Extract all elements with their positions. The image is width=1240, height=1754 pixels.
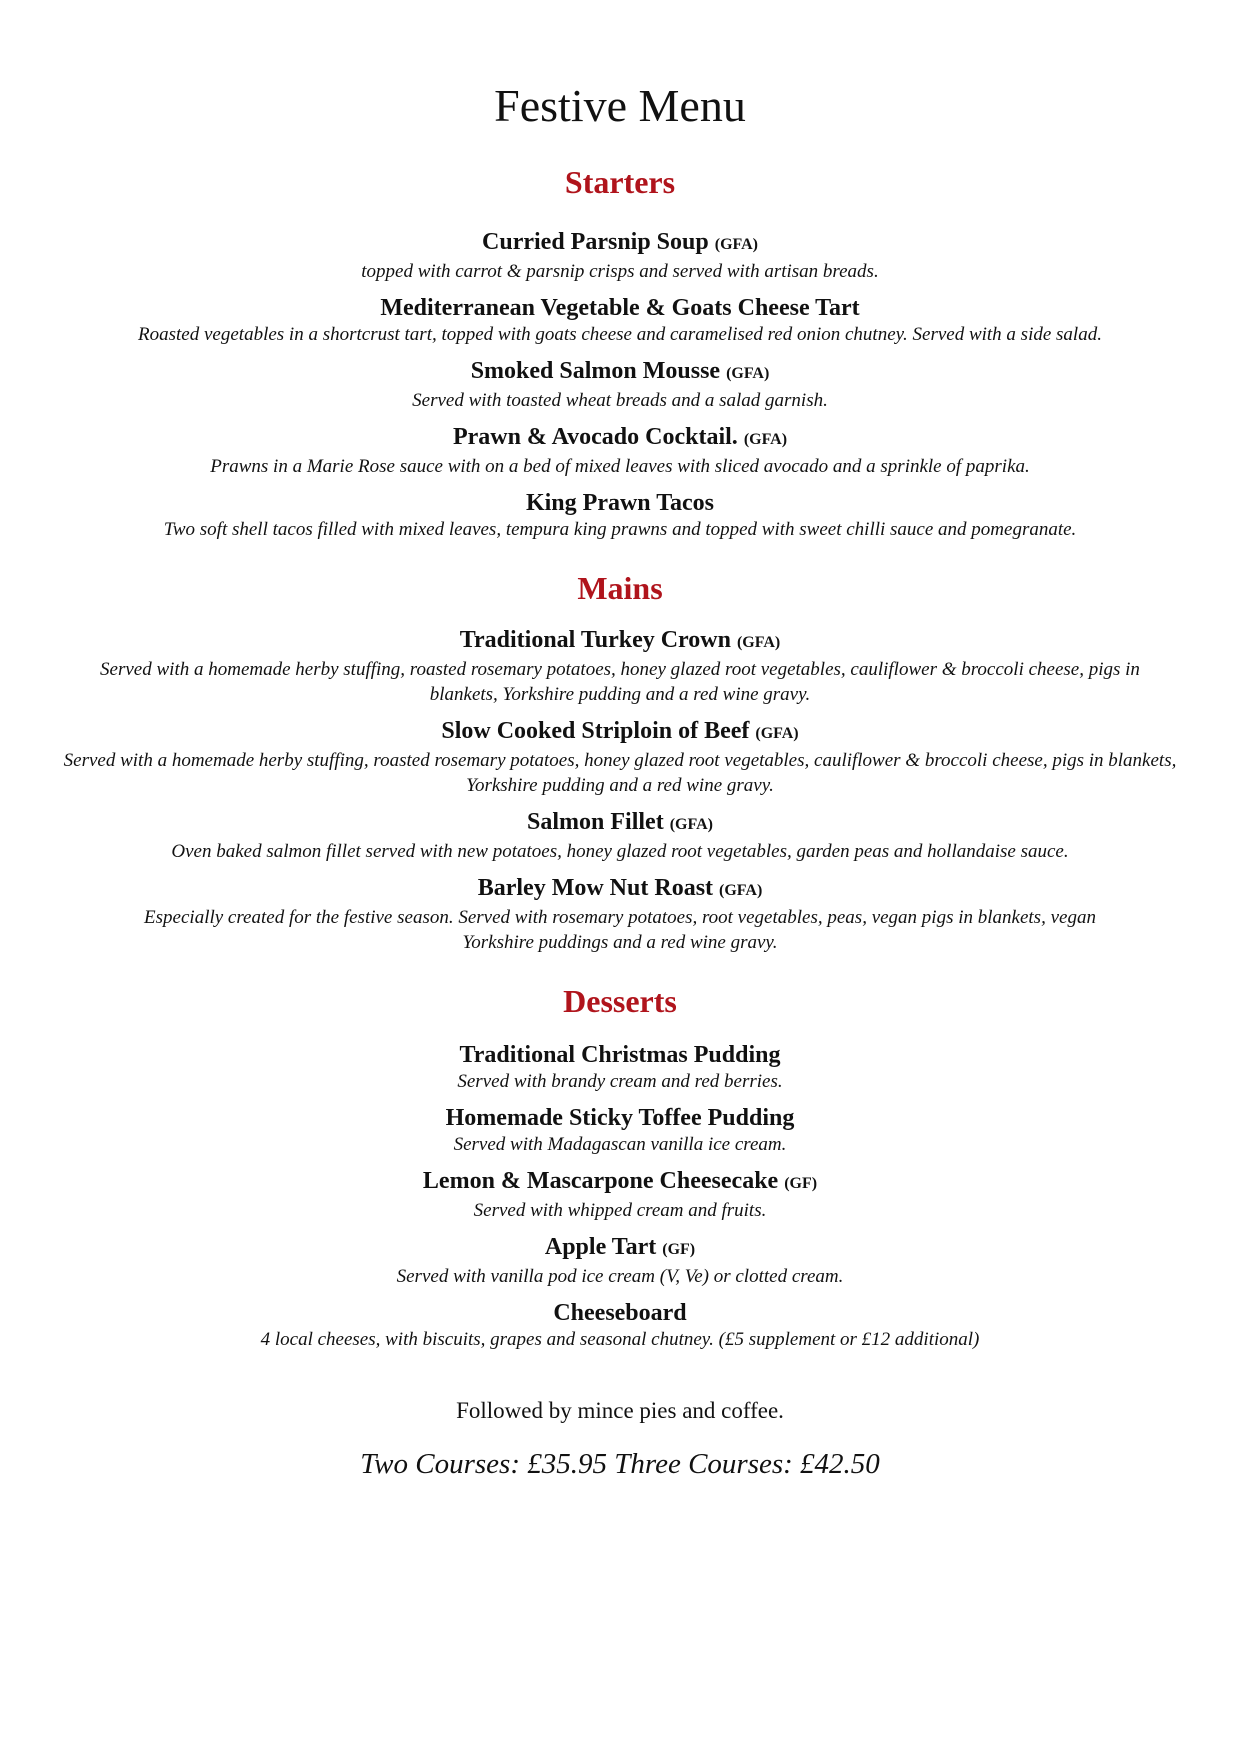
dietary-tag: (GF): [784, 1175, 818, 1192]
dish-description: 4 local cheeses, with biscuits, grapes and seasonal chutney. (£5 supplement or £12 additional): [260, 1329, 980, 1350]
dish-item: [50, 808, 1190, 864]
dish-description: Served with a homemade herby stuffing, roasted rosemary potatoes, honey glazed root vegetables, cauliflower & broccoli cheese, pigs in blankets, Yorkshire pudding and a red wine gravy.: [100, 659, 1140, 705]
dietary-tag: (GFA): [726, 365, 770, 382]
dietary-tag: (GF): [662, 1241, 696, 1258]
dish-name-wrap: [50, 626, 1190, 657]
dish-name: Salmon Fillet: [527, 809, 664, 835]
dish-description: Served with Madagascan vanilla ice cream.: [453, 1134, 787, 1155]
dish-name-wrap: [50, 874, 1190, 905]
dish-name-wrap: [50, 294, 1190, 322]
dish-item: [50, 1233, 1190, 1289]
section-heading-mains: Mains: [577, 570, 663, 606]
dish-name: Smoked Salmon Mousse: [470, 358, 721, 384]
dish-description: Oven baked salmon fillet served with new potatoes, honey glazed root vegetables, garden peas and hollandaise sauce.: [171, 841, 1069, 862]
dish-name: Traditional Christmas Pudding: [459, 1042, 781, 1068]
dish-name-wrap: [50, 1041, 1190, 1069]
dish-item: [50, 626, 1190, 707]
dish-name: Barley Mow Nut Roast: [477, 875, 714, 901]
dish-name: Cheeseboard: [553, 1300, 687, 1326]
dish-description: Served with a homemade herby stuffing, roasted rosemary potatoes, honey glazed root vegetables, cauliflower & broccoli cheese, pigs in blankets, Yorkshire pudding and a red wine gravy.: [63, 750, 1177, 796]
dish-item: [50, 1041, 1190, 1094]
section-heading-desserts: Desserts: [563, 983, 677, 1019]
dish-description: Served with vanilla pod ice cream (V, Ve) or clotted cream.: [396, 1266, 844, 1287]
dish-name: Traditional Turkey Crown: [459, 627, 731, 653]
footer-note: Followed by mince pies and coffee.: [456, 1398, 784, 1423]
dish-item: [50, 1299, 1190, 1352]
pricing: Two Courses: £35.95 Three Courses: £42.50: [360, 1448, 880, 1480]
dish-description: topped with carrot & parsnip crisps and served with artisan breads.: [361, 261, 879, 282]
dish-name: Curried Parsnip Soup: [482, 229, 709, 255]
dish-name: Lemon & Mascarpone Cheesecake: [422, 1168, 779, 1194]
dish-description: Prawns in a Marie Rose sauce with on a bed of mixed leaves with sliced avocado and a sprinkle of paprika.: [210, 456, 1030, 477]
dish-description: Especially created for the festive season. Served with rosemary potatoes, root vegetables, peas, vegan pigs in blankets, vegan Yorkshire puddings and a red wine gravy.: [144, 907, 1096, 953]
dish-name-wrap: [50, 1104, 1190, 1132]
dish-description: Served with brandy cream and red berries.: [457, 1071, 783, 1092]
dish-item: [50, 228, 1190, 284]
dish-item: [50, 1167, 1190, 1223]
dish-description: Roasted vegetables in a shortcrust tart, topped with goats cheese and caramelised red onion chutney. Served with a side salad.: [138, 324, 1102, 345]
dish-name: Homemade Sticky Toffee Pudding: [445, 1105, 795, 1131]
dish-description: Two soft shell tacos filled with mixed leaves, tempura king prawns and topped with sweet chilli sauce and pomegranate.: [163, 519, 1077, 540]
dish-description: Served with whipped cream and fruits.: [473, 1200, 767, 1221]
dish-item: [50, 489, 1190, 542]
section-heading-starters: Starters: [564, 164, 676, 200]
dish-item: [50, 874, 1190, 955]
dish-name-wrap: [50, 228, 1190, 259]
dish-item: [50, 357, 1190, 413]
dish-name-wrap: [50, 1167, 1190, 1198]
dietary-tag: (GFA): [755, 725, 799, 742]
dish-item: [50, 717, 1190, 798]
dish-name-wrap: [50, 1233, 1190, 1264]
dish-name: King Prawn Tacos: [525, 490, 715, 516]
dish-name-wrap: [50, 423, 1190, 454]
dietary-tag: (GFA): [714, 236, 758, 253]
dish-description: Served with toasted wheat breads and a salad garnish.: [412, 390, 828, 411]
dish-name-wrap: [50, 1299, 1190, 1327]
dish-item: [50, 294, 1190, 347]
dish-item: [50, 423, 1190, 479]
dish-name-wrap: [50, 808, 1190, 839]
dietary-tag: (GFA): [669, 816, 713, 833]
dish-name: Prawn & Avocado Cocktail.: [452, 424, 738, 450]
dish-item: [50, 1104, 1190, 1157]
dish-name: Slow Cooked Striploin of Beef: [441, 718, 750, 744]
dish-name-wrap: [50, 489, 1190, 517]
dish-name-wrap: [50, 357, 1190, 388]
dish-name-wrap: [50, 717, 1190, 748]
dish-name: Mediterranean Vegetable & Goats Cheese Tart: [380, 295, 860, 321]
dietary-tag: (GFA): [743, 431, 788, 448]
menu-title: Festive Menu: [494, 80, 746, 131]
dietary-tag: (GFA): [736, 634, 781, 651]
dish-name: Apple Tart: [544, 1234, 657, 1260]
dietary-tag: (GFA): [719, 882, 763, 899]
